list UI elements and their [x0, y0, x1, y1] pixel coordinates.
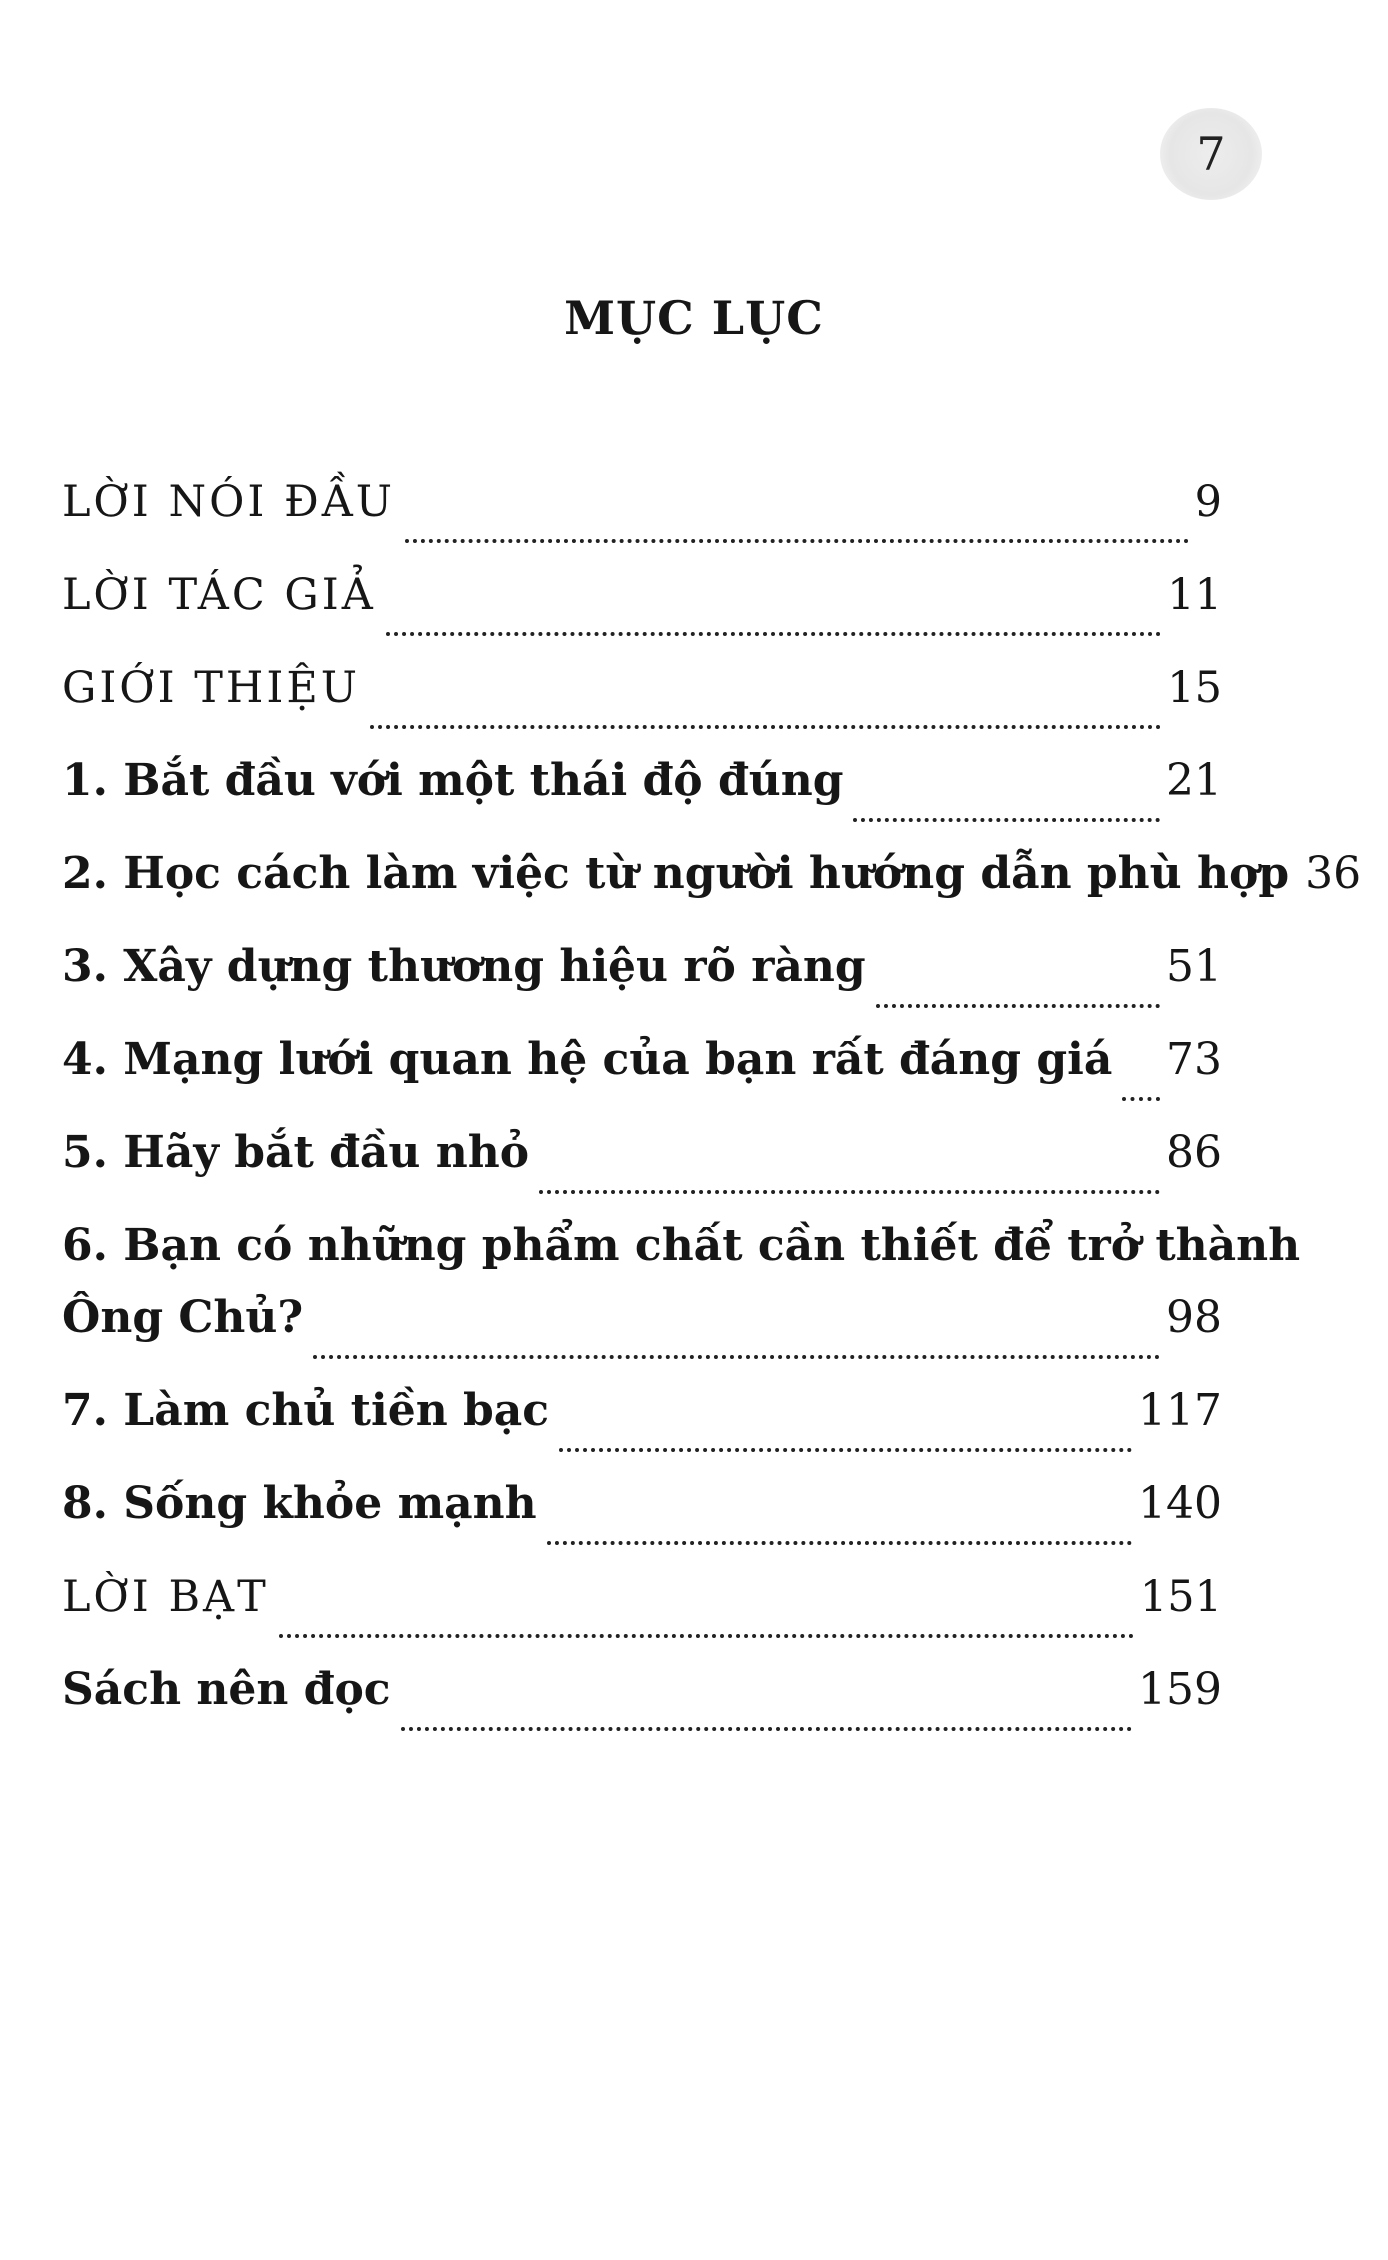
- dot-leader: [313, 1355, 1160, 1359]
- toc-entry-author-note[interactable]: [62, 565, 1222, 658]
- dot-leader: [559, 1448, 1132, 1452]
- toc-entry-label: 4. Mạng lưới quan hệ của bạn rất đáng giá: [62, 1034, 1113, 1085]
- toc-entry-label: Sách nên đọc: [62, 1664, 391, 1715]
- toc-entry-introduction[interactable]: [62, 658, 1222, 751]
- toc-entry-page: 98: [1166, 1292, 1222, 1343]
- toc-entry-label: 7. Làm chủ tiền bạc: [62, 1385, 550, 1436]
- toc-entry-chapter-6[interactable]: [62, 1216, 1301, 1381]
- toc-entry-page: 73: [1166, 1034, 1222, 1085]
- toc-entry-chapter-1[interactable]: [62, 751, 1222, 844]
- page-number: 7: [1196, 127, 1226, 181]
- page-number-badge: [1160, 108, 1262, 200]
- toc-entry-chapter-7[interactable]: [62, 1381, 1222, 1474]
- toc-entry-page: 86: [1166, 1127, 1222, 1178]
- toc-entry-label: LỜI TÁC GIẢ: [62, 570, 376, 620]
- toc-entry-afterword[interactable]: [62, 1567, 1222, 1660]
- toc-entry-line2: [62, 1288, 1222, 1381]
- toc-entry-page: 15: [1167, 663, 1222, 713]
- toc-entry-label: GIỚI THIỆU: [62, 663, 361, 713]
- dot-leader: [401, 1727, 1132, 1731]
- page-title: MỤC LỤC: [564, 291, 824, 345]
- table-of-contents: [62, 472, 1362, 1753]
- toc-entry-chapter-5[interactable]: [62, 1123, 1222, 1216]
- toc-entry-page: 9: [1194, 477, 1222, 527]
- toc-entry-chapter-3[interactable]: [62, 937, 1222, 1030]
- toc-entry-chapter-2[interactable]: [62, 844, 1362, 937]
- dot-leader: [370, 725, 1161, 729]
- toc-entry-page: 151: [1139, 1572, 1222, 1622]
- dot-leader: [547, 1541, 1132, 1545]
- toc-entry-label: 8. Sống khỏe mạnh: [62, 1478, 537, 1529]
- toc-entry-page: 51: [1166, 941, 1222, 992]
- toc-entry-label: 3. Xây dựng thương hiệu rõ ràng: [62, 941, 866, 992]
- dot-leader: [539, 1190, 1160, 1194]
- toc-entry-recommended-reading[interactable]: [62, 1660, 1222, 1753]
- dot-leader: [853, 818, 1160, 822]
- dot-leader: [405, 539, 1189, 543]
- toc-entry-label: 1. Bắt đầu với một thái độ đúng: [62, 755, 844, 806]
- toc-entry-page: 140: [1138, 1478, 1222, 1529]
- toc-entry-foreword[interactable]: [62, 472, 1222, 565]
- toc-entry-label-line1: 6. Bạn có những phẩm chất cần thiết để trở thành: [62, 1220, 1301, 1271]
- dot-leader: [1122, 1097, 1160, 1101]
- dot-leader: [279, 1634, 1134, 1638]
- toc-entry-chapter-4[interactable]: [62, 1030, 1222, 1123]
- toc-entry-chapter-8[interactable]: [62, 1474, 1222, 1567]
- toc-entry-label-line2: Ông Chủ?: [62, 1292, 304, 1343]
- toc-entry-label: 2. Học cách làm việc từ người hướng dẫn phù hợp: [62, 848, 1290, 899]
- dot-leader: [386, 632, 1161, 636]
- toc-entry-page: 11: [1167, 570, 1222, 620]
- toc-entry-page: 36: [1305, 848, 1362, 899]
- toc-entry-label: 5. Hãy bắt đầu nhỏ: [62, 1127, 530, 1178]
- dot-leader: [876, 1004, 1160, 1008]
- toc-entry-page: 159: [1138, 1664, 1222, 1715]
- toc-entry-label: LỜI BẠT: [62, 1572, 269, 1622]
- toc-entry-page: 117: [1138, 1385, 1222, 1436]
- toc-entry-label: LỜI NÓI ĐẦU: [62, 477, 395, 527]
- toc-entry-page: 21: [1166, 755, 1222, 806]
